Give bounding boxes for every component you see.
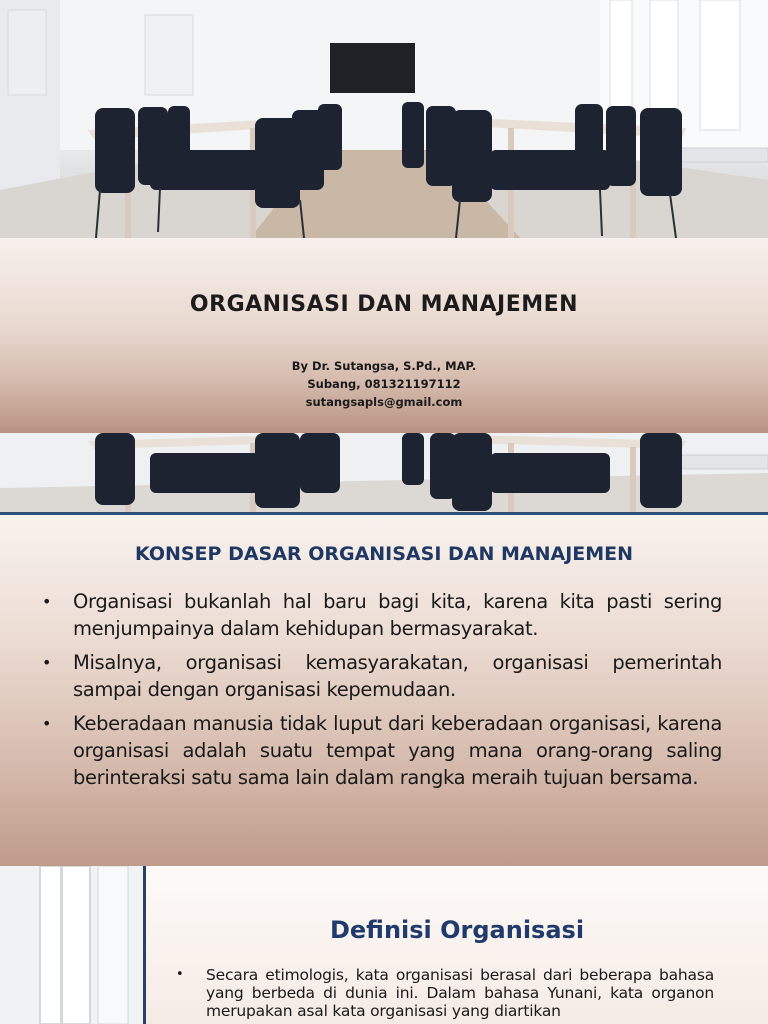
bullet-text: Misalnya, organisasi kemasyarakatan, organisasi pemerintah sampai dengan organisasi kepemudaan. [73,651,722,701]
author-info [0,357,768,411]
list-item [40,710,722,791]
list-item [176,966,714,1020]
window-illustration [0,866,146,1024]
title-slide [0,0,768,433]
list-item [40,588,722,642]
bullet-text: Organisasi bukanlah hal baru bagi kita, karena kita pasti sering menjumpainya dalam kehidupan bermasyarakat. [73,590,722,640]
concept-slide [0,433,768,866]
conference-room-illustration [0,0,768,238]
bullet-icon: • [42,714,52,733]
concept-bullet-list [40,588,722,798]
window-photo [0,866,146,1024]
conference-room-photo-strip [0,433,768,515]
bullet-icon: • [176,967,184,982]
conference-room-photo [0,0,768,238]
bullet-text: Keberadaan manusia tidak luput dari keberadaan organisasi, karena organisasi adalah suatu tempat yang mana orang-orang saling berinteraksi satu sama lain dalam rangka meraih tujuan bersama. [73,712,722,789]
bullet-icon: • [42,592,52,611]
definition-bullet-list [176,966,714,1020]
presentation-title: ORGANISASI DAN MANAJEMEN [189,292,579,317]
bullet-icon: • [42,653,52,672]
list-item [40,649,722,703]
author-location-phone: Subang, 081321197112 [307,377,461,391]
concept-title: KONSEP DASAR ORGANISASI DAN MANAJEMEN [134,543,634,565]
author-email: sutangsapls@gmail.com [305,395,463,409]
bullet-text: Secara etimologis, kata organisasi berasal dari beberapa bahasa yang berbeda di dunia ini. Dalam bahasa Yunani, kata organon merupakan asal kata organisasi yang diartikan [206,966,714,1020]
author-name: By Dr. Sutangsa, S.Pd., MAP. [291,359,477,373]
definition-slide [0,866,768,1024]
conference-room-strip-illustration [0,433,768,515]
definition-title: Definisi Organisasi [329,916,585,944]
